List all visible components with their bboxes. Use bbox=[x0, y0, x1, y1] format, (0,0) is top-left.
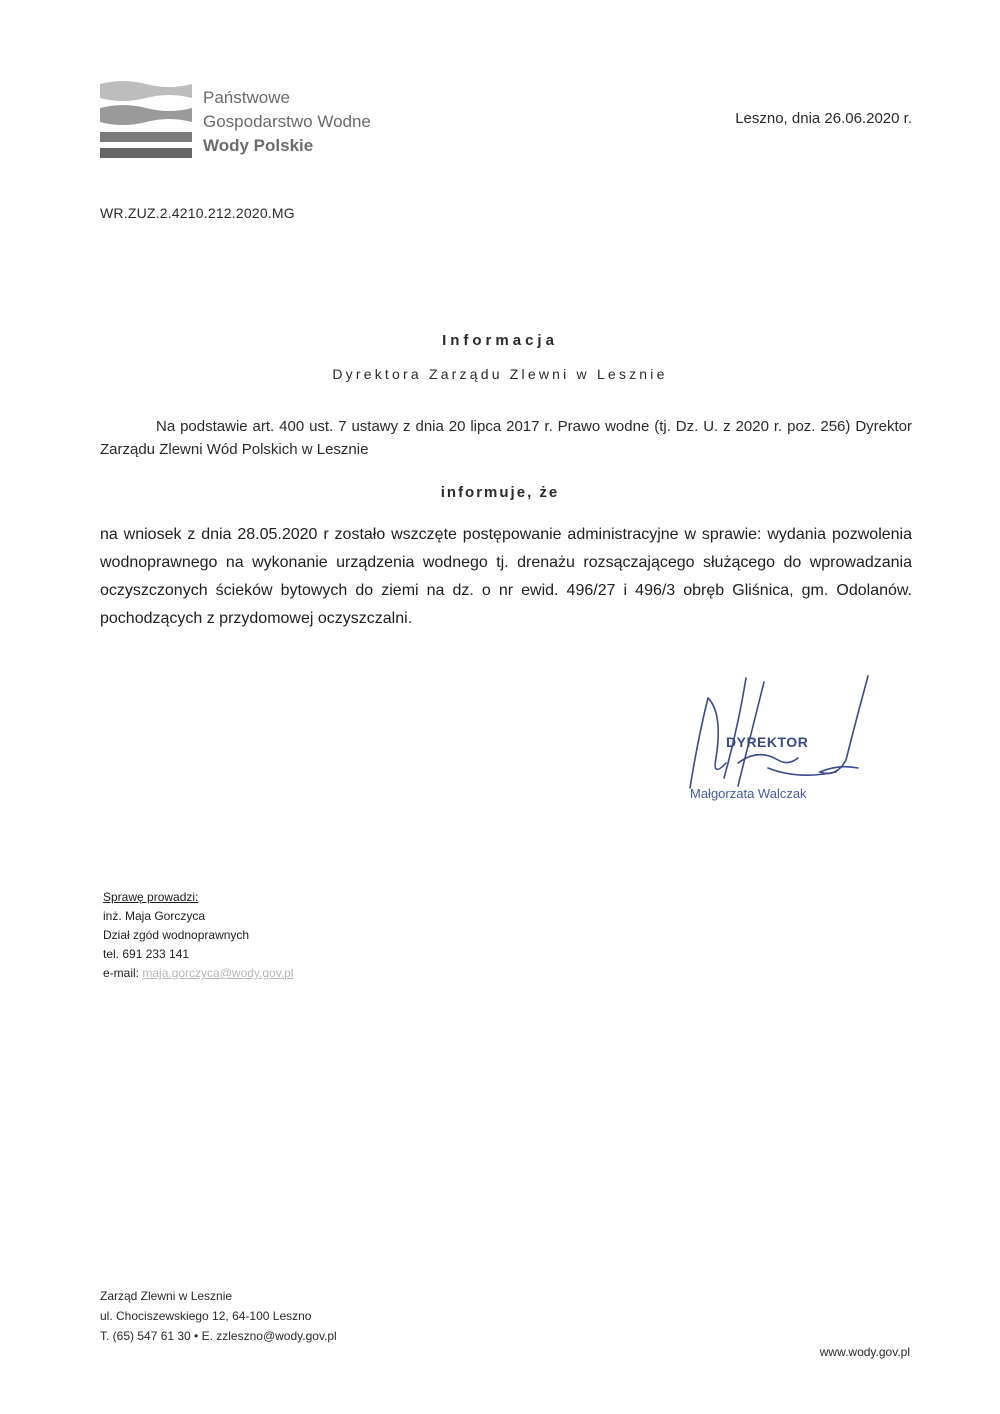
wody-polskie-logo-icon bbox=[100, 78, 192, 164]
contact-heading: Sprawę prowadzi: bbox=[103, 890, 199, 904]
contact-person: inż. Maja Gorczyca bbox=[103, 909, 206, 923]
footer-address bbox=[100, 1286, 337, 1346]
place-date: Leszno, dnia 26.06.2020 r. bbox=[735, 110, 912, 127]
footer-line1: Zarząd Zlewni w Lesznie bbox=[100, 1289, 233, 1303]
contact-email-link[interactable]: maja.gorczyca@wody.gov.pl bbox=[142, 966, 294, 980]
contact-block bbox=[103, 888, 294, 983]
contact-email-row bbox=[103, 964, 294, 983]
informs-heading: informuje, że bbox=[440, 484, 560, 501]
org-name-line1: Państwowe bbox=[203, 88, 290, 107]
website-link[interactable]: www.wody.gov.pl bbox=[819, 1345, 910, 1359]
signature-title: DYREKTOR bbox=[726, 734, 809, 750]
document-title: Informacja bbox=[442, 332, 558, 349]
organization-name bbox=[203, 86, 371, 158]
reference-number: WR.ZUZ.2.4210.212.2020.MG bbox=[100, 205, 295, 221]
document-subtitle: Dyrektora Zarządu Zlewni w Lesznie bbox=[332, 366, 668, 382]
intro-paragraph: Na podstawie art. 400 ust. 7 ustawy z dnia 20 lipca 2017 r. Prawo wodne (tj. Dz. U. z 2020 r. poz. 256) Dyrektor Zarządu Zlewni Wód Polskich w Lesznie bbox=[100, 418, 912, 458]
contact-phone: tel. 691 233 141 bbox=[103, 947, 190, 961]
signature-name: Małgorzata Walczak bbox=[690, 786, 807, 801]
org-name-line3: Wody Polskie bbox=[203, 136, 314, 155]
body-paragraph: na wniosek z dnia 28.05.2020 r zostało wszczęte postępowanie administracyjne w sprawie: wydania pozwolenia wodnoprawnego na wykonanie urządzenia wodnego tj. drenażu rozsączającego służącego do wprowadzania oczyszczonych ścieków bytowych do ziemi na dz. o nr ewid. 496/27 i 496/3 obręb Gliśnica, gm. Odolanów. pochodzących z przydomowej oczyszczalni. bbox=[100, 526, 912, 627]
footer-line2: ul. Chociszewskiego 12, 64-100 Leszno bbox=[100, 1309, 312, 1323]
contact-email-label: e-mail: bbox=[103, 966, 140, 980]
footer-line3: T. (65) 547 61 30 • E. zzleszno@wody.gov.pl bbox=[100, 1329, 337, 1343]
contact-department: Dział zgód wodnoprawnych bbox=[103, 928, 250, 942]
org-name-line2: Gospodarstwo Wodne bbox=[203, 112, 371, 131]
